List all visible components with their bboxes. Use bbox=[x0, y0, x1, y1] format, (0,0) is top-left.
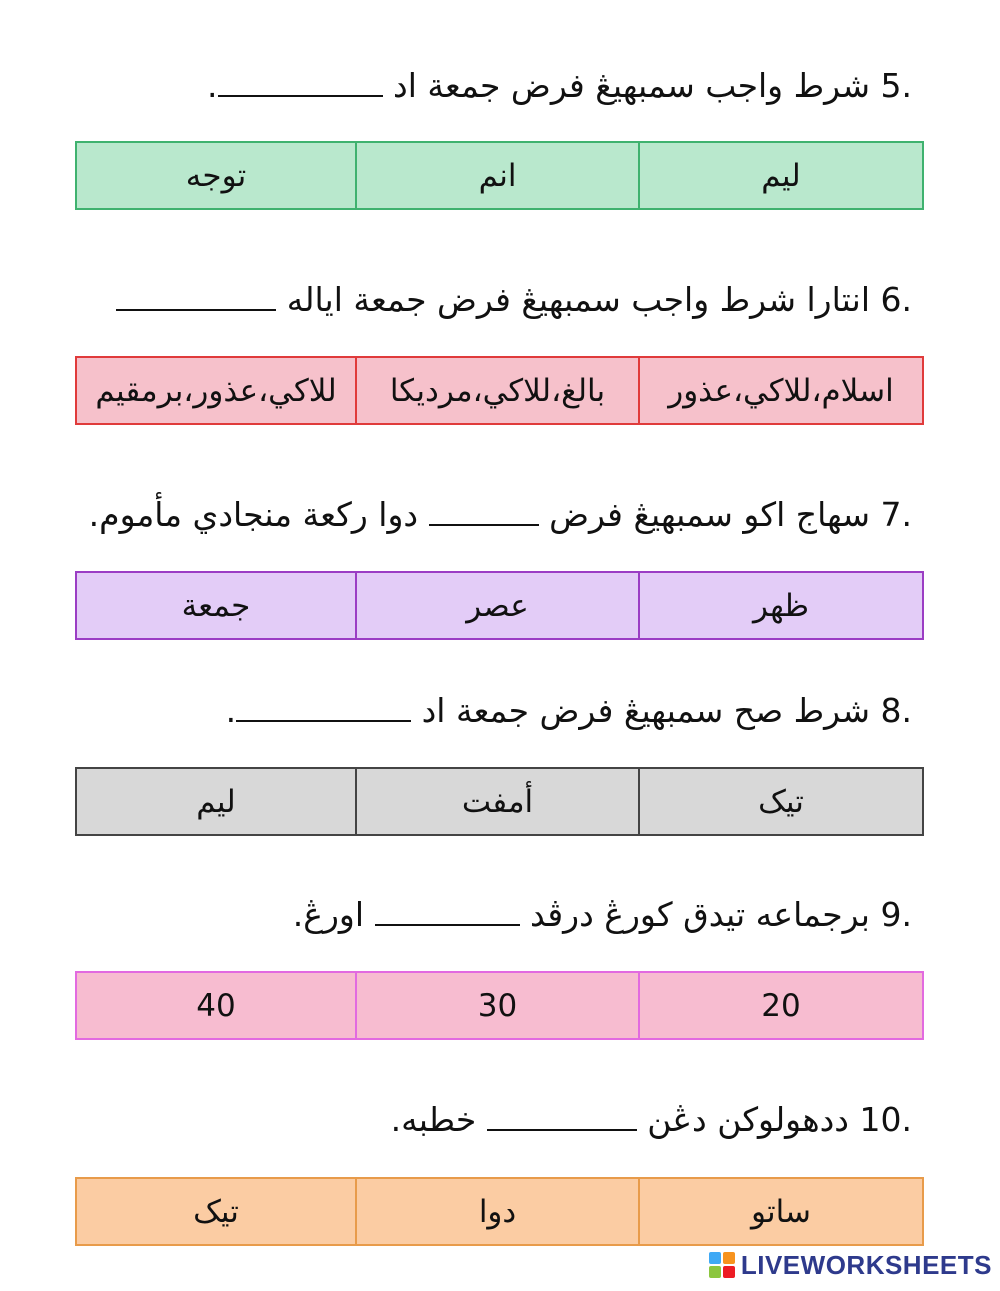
question-text: سهاج اكو سمبهيڠ فرض bbox=[549, 495, 870, 534]
question-text: انتارا شرط واجب سمبهيڠ فرض جمعة اياله bbox=[286, 280, 870, 319]
options-row-8 bbox=[75, 767, 924, 836]
answer-blank[interactable] bbox=[236, 694, 411, 722]
answer-blank[interactable] bbox=[487, 1103, 637, 1131]
options-row-10 bbox=[75, 1177, 924, 1246]
option-button[interactable]: ليم bbox=[761, 157, 801, 194]
option-button[interactable]: ساتو bbox=[750, 1193, 812, 1230]
answer-blank[interactable] bbox=[218, 69, 383, 97]
question-number: 10. bbox=[859, 1100, 912, 1139]
options-row-5 bbox=[75, 141, 924, 210]
brand-name: LIVEWORKSHEETS bbox=[740, 1249, 992, 1280]
option-button[interactable]: تيک bbox=[77, 1179, 357, 1244]
option-button[interactable]: ليم bbox=[77, 769, 357, 834]
option-button[interactable]: بالغ،للاكي،مرديكا bbox=[357, 358, 640, 423]
option-button[interactable]: اسلام،للاكي،عذور bbox=[668, 372, 894, 409]
answer-blank[interactable] bbox=[429, 498, 539, 526]
question-number: 7. bbox=[880, 495, 912, 534]
option-button[interactable]: 20 bbox=[761, 987, 801, 1024]
option-button[interactable]: 40 bbox=[77, 973, 357, 1038]
option-button[interactable]: دوا bbox=[357, 1179, 640, 1244]
liveworksheets-logo bbox=[709, 1247, 992, 1283]
logo-icon bbox=[709, 1252, 735, 1278]
question-text: ددهولوكن دڠن bbox=[647, 1100, 850, 1139]
question-6 bbox=[80, 280, 912, 320]
question-9: برجماعه تيدق كورڠ درڤد اورڠ. 9. bbox=[292, 895, 912, 934]
question-5: شرط واجب سمبهيڠ فرض جمعة اد . 5. bbox=[207, 66, 912, 105]
options-row-7 bbox=[75, 571, 924, 640]
option-button[interactable]: انم bbox=[357, 143, 640, 208]
option-button[interactable]: 30 bbox=[357, 973, 640, 1038]
question-number: 5. bbox=[880, 66, 912, 105]
option-button[interactable]: جمعة bbox=[77, 573, 357, 638]
option-button[interactable]: ظهر bbox=[752, 587, 810, 624]
question-text: شرط صح سمبهيڠ فرض جمعة اد bbox=[421, 691, 870, 730]
question-10: ددهولوكن دڠن خطبه. 10. bbox=[390, 1100, 912, 1139]
option-button[interactable]: تيک bbox=[758, 783, 804, 820]
option-button[interactable]: عصر bbox=[357, 573, 640, 638]
options-row-9 bbox=[75, 971, 924, 1040]
question-text: برجماعه تيدق كورڠ درڤد bbox=[530, 895, 870, 934]
answer-blank[interactable] bbox=[116, 283, 276, 311]
option-button[interactable]: للاكي،عذور،برمقيم bbox=[77, 358, 357, 423]
question-8: شرط صح سمبهيڠ فرض جمعة اد . 8. bbox=[225, 691, 912, 730]
answer-blank[interactable] bbox=[375, 898, 520, 926]
option-button[interactable]: توجه bbox=[77, 143, 357, 208]
question-text: شرط واجب سمبهيڠ فرض جمعة اد bbox=[393, 66, 870, 105]
question-number: 6. bbox=[880, 280, 912, 319]
options-row-6 bbox=[75, 356, 924, 425]
question-number: 8. bbox=[880, 691, 912, 730]
question-number: 9. bbox=[880, 895, 912, 934]
question-7: سهاج اكو سمبهيڠ فرض دوا ركعة منجادي مأموم. 7. bbox=[88, 495, 912, 534]
option-button[interactable]: أمفت bbox=[357, 769, 640, 834]
